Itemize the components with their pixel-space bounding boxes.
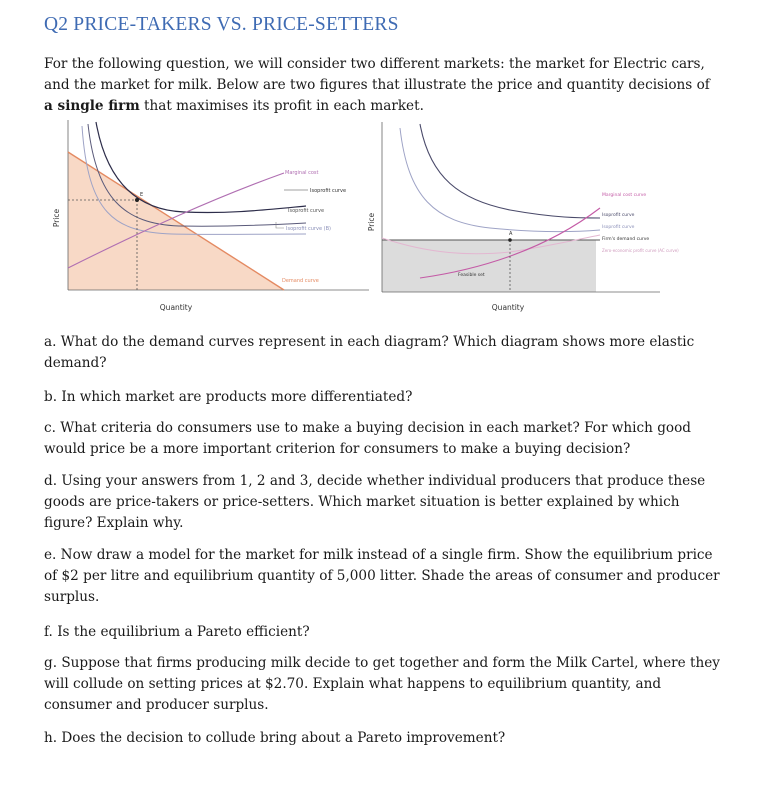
point-e-label: E — [140, 192, 144, 198]
question-f: f. Is the equilibrium a Pareto efficient? — [44, 624, 310, 640]
zero-profit-label: Zero-economic profit curve (AC curve) — [602, 248, 679, 253]
question-e: e. Now draw a model for the market for milk instead of a single firm. Show the equilibrium price of $2 per litre and equilibrium quantity of 5,000 litter. Shade the areas of consumer and producer surplus. — [44, 547, 720, 605]
right-x-label: Quantity — [491, 303, 525, 312]
question-c: c. What criteria do consumers use to make a buying decision in each market? For which good would price be a more important criterion for consumers to make a buying decision? — [44, 420, 691, 457]
iso2-label: Isoprofit curve — [602, 225, 635, 230]
iso3-label: Isoprofit curve (B) — [286, 226, 331, 232]
iso2-label: Isoprofit curve — [288, 208, 325, 214]
feasible-label: Feasible set — [458, 273, 485, 278]
point-a-label: A — [509, 231, 513, 237]
intro-text: For the following question, we will consider two different markets: the market for Electric cars, and the market for milk. Below are two figures that illustrate the price and quantity decisions of — [44, 56, 710, 93]
question-d: d. Using your answers from 1, 2 and 3, decide whether individual producers that produce these goods are price-takers or price-setters. Which market situation is better explained by which figure? Explain why. — [44, 473, 706, 531]
mc-label: Marginal cost curve — [602, 193, 647, 198]
question-h: h. Does the decision to collude bring about a Pareto improvement? — [44, 730, 506, 746]
left-y-label: Price — [52, 208, 61, 228]
question-g: g. Suppose that firms producing milk decide to get together and form the Milk Cartel, where they will collude on setting prices at $2.70. Explain what happens to equilibrium quantity, and consumer and producer surplus. — [44, 655, 720, 713]
iso1-label: Isoprofit curve — [602, 213, 635, 218]
right-chart — [360, 118, 690, 318]
feasible-set — [382, 240, 596, 292]
right-y-label: Price — [367, 212, 376, 232]
question-a: a. What do the demand curves represent in each diagram? Which diagram shows more elastic demand? — [44, 334, 695, 371]
question-b: b. In which market are products more differentiated? — [44, 389, 413, 405]
mc-label: Marginal cost — [285, 170, 319, 176]
iso3-pointer — [276, 222, 284, 228]
isoprofit-curve-2 — [400, 128, 600, 232]
intro-end: that maximises its profit in each market. — [139, 98, 424, 114]
demand-label: Demand curve — [282, 278, 319, 284]
point-e — [135, 198, 139, 202]
intro-bold: a single firm — [44, 98, 140, 114]
point-a — [508, 238, 512, 242]
page-title: Q2 PRICE-TAKERS VS. PRICE-SETTERS — [44, 14, 399, 35]
left-x-label: Quantity — [159, 303, 193, 312]
iso1-label: Isoprofit curve — [310, 188, 347, 194]
figure-right — [360, 118, 690, 318]
figure-left — [44, 118, 374, 318]
demand-label: Firm's demand curve — [602, 237, 650, 242]
intro-paragraph — [44, 54, 714, 117]
isoprofit-curve-1 — [420, 124, 600, 218]
left-chart — [44, 118, 374, 318]
